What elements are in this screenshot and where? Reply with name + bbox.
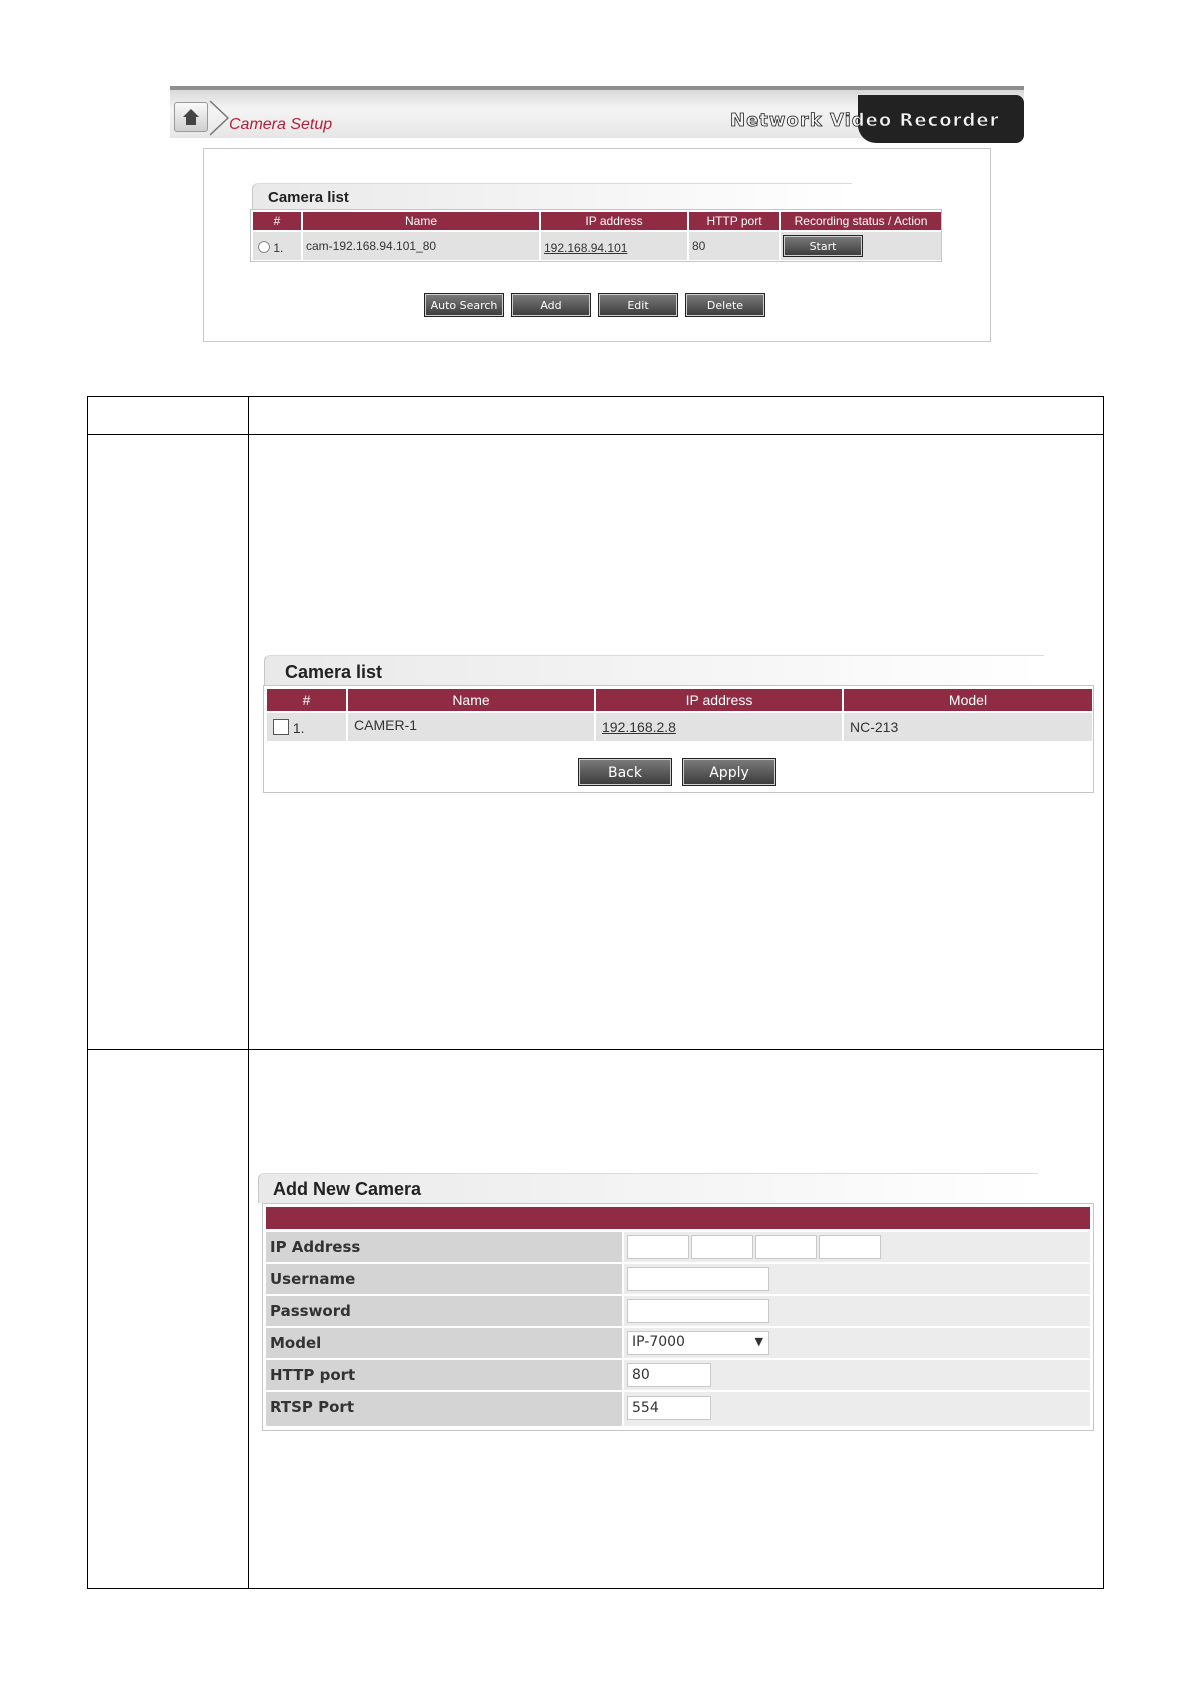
ip-octet-1-input[interactable] (627, 1235, 689, 1259)
home-icon (182, 108, 200, 126)
row-index: 1. (292, 720, 305, 736)
rtsp-port-value-cell (624, 1392, 1090, 1426)
home-button[interactable] (174, 102, 208, 132)
edit-button[interactable]: Edit (598, 293, 678, 317)
camera-ip-cell (541, 232, 687, 260)
password-value-cell (624, 1296, 1090, 1326)
camera-port-cell: 80 (689, 232, 779, 260)
camera-select-radio[interactable] (258, 241, 270, 253)
http-port-label: HTTP port (266, 1360, 622, 1390)
column-header-recording: Recording status / Action (781, 212, 941, 230)
rtsp-port-input[interactable] (627, 1396, 711, 1420)
auto-search-button[interactable]: Auto Search (424, 293, 504, 317)
column-header-name: Name (348, 689, 594, 711)
search-results-table (263, 685, 1094, 793)
model-label: Model (266, 1328, 622, 1358)
column-divider (248, 397, 249, 1588)
nvr-header (170, 86, 1024, 138)
document-table (87, 396, 1104, 1589)
http-port-value-cell (624, 1360, 1090, 1390)
rtsp-port-label: RTSP Port (266, 1392, 622, 1426)
password-label: Password (266, 1296, 622, 1326)
column-header-name: Name (303, 212, 539, 230)
camera-ip-link[interactable]: 192.168.2.8 (602, 719, 676, 735)
column-header-ip: IP address (541, 212, 687, 230)
model-select[interactable] (627, 1331, 769, 1355)
model-value-cell (624, 1328, 1090, 1358)
password-input[interactable] (627, 1299, 769, 1323)
apply-button[interactable]: Apply (682, 758, 776, 786)
camera-select-checkbox[interactable] (273, 719, 289, 735)
column-header-ip: IP address (596, 689, 842, 711)
row-divider-header (88, 434, 1103, 435)
ip-octet-4-input[interactable] (819, 1235, 881, 1259)
row-divider-1 (88, 1049, 1103, 1050)
breadcrumb-camera-setup[interactable]: Camera Setup (229, 116, 333, 133)
ip-address-label: IP Address (266, 1232, 622, 1262)
column-header-http-port: HTTP port (689, 212, 779, 230)
table-row-index-cell (267, 713, 346, 741)
column-header-model: Model (844, 689, 1092, 711)
start-recording-button[interactable]: Start (783, 235, 863, 257)
ip-octet-2-input[interactable] (691, 1235, 753, 1259)
camera-list-table (250, 209, 942, 262)
row-index: 1. (273, 241, 284, 255)
camera-action-cell (781, 232, 941, 260)
add-button[interactable]: Add (511, 293, 591, 317)
nvr-content-frame (203, 148, 991, 342)
ip-address-value-cell (624, 1232, 1090, 1262)
username-input[interactable] (627, 1267, 769, 1291)
model-select-value: IP-7000 (632, 1334, 685, 1350)
username-label: Username (266, 1264, 622, 1294)
username-value-cell (624, 1264, 1090, 1294)
camera-ip-link[interactable]: 192.168.94.101 (544, 241, 628, 255)
nvr-camera-setup-screenshot (170, 86, 1024, 342)
camera-model-cell: NC-213 (844, 713, 1092, 741)
camera-name-cell: CAMER-1 (348, 713, 594, 741)
camera-list-title: Camera list (252, 183, 852, 209)
camera-name-cell: cam-192.168.94.101_80 (303, 232, 539, 260)
http-port-input[interactable] (627, 1363, 711, 1387)
add-camera-form (262, 1203, 1094, 1431)
camera-ip-cell (596, 713, 842, 741)
column-header-index: # (253, 212, 301, 230)
brand-logo-text: Network Video Recorder (730, 110, 1000, 131)
table-row-index-cell (253, 232, 301, 260)
breadcrumb-separator-icon (208, 100, 230, 136)
add-camera-title: Add New Camera (258, 1173, 1038, 1203)
column-header-index: # (267, 689, 346, 711)
delete-button[interactable]: Delete (685, 293, 765, 317)
search-results-title: Camera list (264, 655, 1044, 685)
ip-octet-3-input[interactable] (755, 1235, 817, 1259)
form-header-bar (266, 1207, 1090, 1229)
back-button[interactable]: Back (578, 758, 672, 786)
chevron-down-icon: ▼ (754, 1335, 763, 1348)
